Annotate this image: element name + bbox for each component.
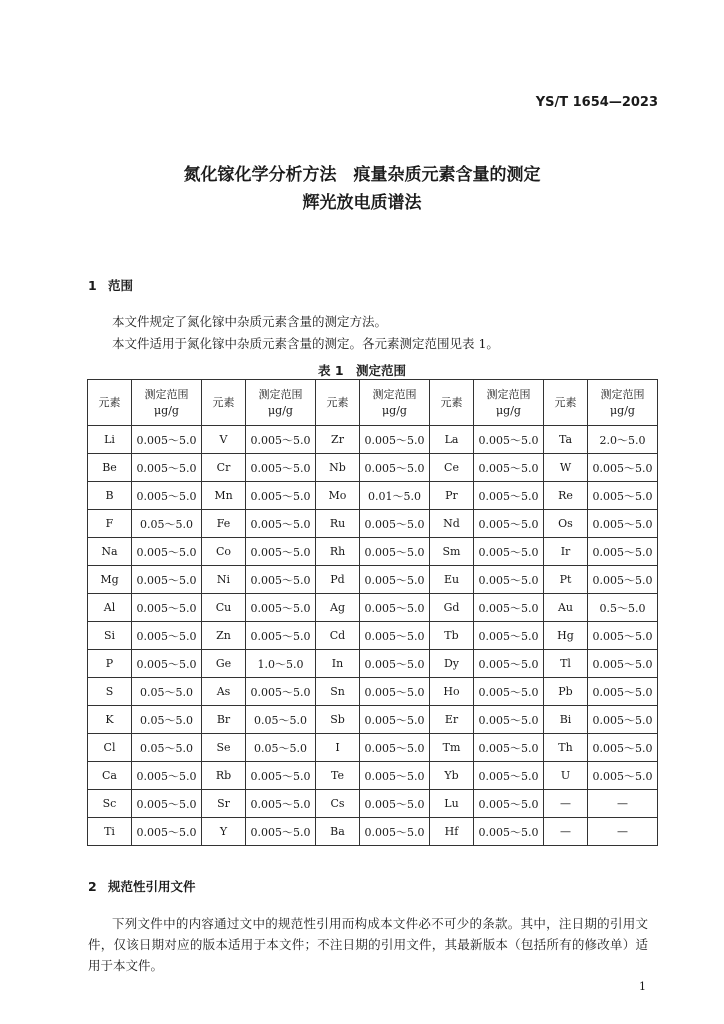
- header-range: [246, 380, 316, 426]
- header-range-unit: μg/g: [610, 403, 635, 417]
- element-cell: Rb: [202, 762, 246, 790]
- element-cell: —: [544, 790, 588, 818]
- element-cell: Pd: [316, 566, 360, 594]
- section2-number: 2: [88, 879, 97, 894]
- element-cell: B: [88, 482, 132, 510]
- range-cell: 0.005～5.0: [360, 790, 430, 818]
- range-cell: 0.005～5.0: [132, 650, 202, 678]
- element-cell: F: [88, 510, 132, 538]
- table-body: [88, 426, 658, 846]
- element-cell: Tm: [430, 734, 474, 762]
- element-cell: Pb: [544, 678, 588, 706]
- element-cell: Sc: [88, 790, 132, 818]
- element-cell: Sn: [316, 678, 360, 706]
- range-cell: 0.005～5.0: [588, 566, 658, 594]
- table-row: [88, 678, 658, 706]
- range-cell: 0.005～5.0: [474, 538, 544, 566]
- section2-heading: [88, 877, 196, 895]
- header-range-label: 测定范围: [144, 387, 189, 401]
- range-cell: 0.005～5.0: [246, 762, 316, 790]
- section1-paragraph2: 本文件适用于氮化镓中杂质元素含量的测定。各元素测定范围见表 1。: [112, 336, 499, 351]
- range-cell: 0.005～5.0: [132, 538, 202, 566]
- range-cell: 0.01～5.0: [360, 482, 430, 510]
- table-row: [88, 790, 658, 818]
- header-range-unit: μg/g: [268, 403, 293, 417]
- header-range-unit: μg/g: [154, 403, 179, 417]
- header-range-label: 测定范围: [486, 387, 531, 401]
- table-row: [88, 594, 658, 622]
- range-cell: 0.005～5.0: [246, 594, 316, 622]
- range-cell: 0.005～5.0: [246, 454, 316, 482]
- element-cell: Te: [316, 762, 360, 790]
- range-cell: 0.005～5.0: [474, 678, 544, 706]
- range-cell: 0.005～5.0: [588, 510, 658, 538]
- range-cell: 0.005～5.0: [132, 594, 202, 622]
- range-cell: 0.005～5.0: [246, 566, 316, 594]
- element-cell: Cu: [202, 594, 246, 622]
- element-cell: Be: [88, 454, 132, 482]
- table1-caption: 表 1 测定范围: [317, 363, 407, 378]
- range-cell: 0.005～5.0: [132, 622, 202, 650]
- range-cell: 0.005～5.0: [132, 566, 202, 594]
- range-cell: 0.005～5.0: [474, 818, 544, 846]
- element-cell: Mn: [202, 482, 246, 510]
- table-row: [88, 762, 658, 790]
- standard-number: YS/T 1654—2023: [535, 95, 658, 110]
- element-cell: U: [544, 762, 588, 790]
- range-cell: 0.005～5.0: [360, 678, 430, 706]
- section1-paragraph1: 本文件规定了氮化镓中杂质元素含量的测定方法。: [112, 314, 388, 329]
- range-cell: 0.005～5.0: [474, 706, 544, 734]
- element-cell: Ru: [316, 510, 360, 538]
- range-cell: 0.005～5.0: [360, 622, 430, 650]
- table-row: [88, 706, 658, 734]
- range-cell: 0.005～5.0: [246, 622, 316, 650]
- header-range: [474, 380, 544, 426]
- range-cell: 0.005～5.0: [588, 734, 658, 762]
- range-cell: 0.005～5.0: [132, 426, 202, 454]
- range-cell: 0.005～5.0: [474, 482, 544, 510]
- element-cell: Ba: [316, 818, 360, 846]
- range-cell: 0.005～5.0: [246, 426, 316, 454]
- range-cell: 0.005～5.0: [588, 706, 658, 734]
- element-cell: V: [202, 426, 246, 454]
- header-range: [588, 380, 658, 426]
- range-cell: 1.0～5.0: [246, 650, 316, 678]
- document-title-line2: 辉光放电质谱法: [302, 193, 422, 213]
- range-cell: 0.005～5.0: [588, 762, 658, 790]
- element-cell: —: [544, 818, 588, 846]
- element-cell: Hf: [430, 818, 474, 846]
- element-cell: Ag: [316, 594, 360, 622]
- section2-title: 规范性引用文件: [108, 879, 196, 894]
- header-range-label: 测定范围: [600, 387, 645, 401]
- header-range-label: 测定范围: [258, 387, 303, 401]
- element-cell: Br: [202, 706, 246, 734]
- element-cell: Er: [430, 706, 474, 734]
- range-cell: 0.005～5.0: [474, 762, 544, 790]
- element-cell: Cr: [202, 454, 246, 482]
- range-cell: 0.005～5.0: [360, 734, 430, 762]
- range-cell: 0.05～5.0: [132, 678, 202, 706]
- range-cell: 0.005～5.0: [360, 538, 430, 566]
- element-cell: I: [316, 734, 360, 762]
- header-element: 元素: [316, 380, 360, 426]
- element-cell: Cl: [88, 734, 132, 762]
- element-cell: Tl: [544, 650, 588, 678]
- element-cell: Ho: [430, 678, 474, 706]
- header-range: [132, 380, 202, 426]
- range-cell: 0.005～5.0: [474, 454, 544, 482]
- table-row: [88, 650, 658, 678]
- element-cell: Y: [202, 818, 246, 846]
- range-cell: 2.0～5.0: [588, 426, 658, 454]
- header-element: 元素: [430, 380, 474, 426]
- element-cell: Ni: [202, 566, 246, 594]
- section1-title: 范围: [108, 278, 134, 293]
- range-cell: —: [588, 790, 658, 818]
- element-cell: P: [88, 650, 132, 678]
- range-cell: 0.005～5.0: [246, 790, 316, 818]
- range-cell: 0.005～5.0: [360, 426, 430, 454]
- element-cell: Li: [88, 426, 132, 454]
- table-row: [88, 482, 658, 510]
- header-range-label: 测定范围: [372, 387, 417, 401]
- element-cell: Re: [544, 482, 588, 510]
- element-cell: Sr: [202, 790, 246, 818]
- range-cell: 0.005～5.0: [360, 454, 430, 482]
- document-title-line1: 氮化镓化学分析方法 痕量杂质元素含量的测定: [183, 165, 541, 185]
- range-cell: 0.005～5.0: [132, 790, 202, 818]
- header-element: 元素: [544, 380, 588, 426]
- table-row: [88, 426, 658, 454]
- element-cell: In: [316, 650, 360, 678]
- element-cell: Tb: [430, 622, 474, 650]
- element-cell: Ir: [544, 538, 588, 566]
- element-cell: Mg: [88, 566, 132, 594]
- element-cell: Fe: [202, 510, 246, 538]
- element-cell: Th: [544, 734, 588, 762]
- range-cell: 0.005～5.0: [132, 482, 202, 510]
- measurement-range-table: [87, 379, 658, 846]
- element-cell: Cs: [316, 790, 360, 818]
- range-cell: 0.05～5.0: [132, 734, 202, 762]
- element-cell: Se: [202, 734, 246, 762]
- header-range: [360, 380, 430, 426]
- element-cell: Nd: [430, 510, 474, 538]
- range-cell: 0.005～5.0: [474, 426, 544, 454]
- element-cell: Bi: [544, 706, 588, 734]
- element-cell: S: [88, 678, 132, 706]
- range-cell: 0.005～5.0: [246, 482, 316, 510]
- range-cell: 0.005～5.0: [360, 566, 430, 594]
- header-element: 元素: [202, 380, 246, 426]
- range-cell: 0.005～5.0: [360, 762, 430, 790]
- range-cell: 0.005～5.0: [360, 594, 430, 622]
- element-cell: Ti: [88, 818, 132, 846]
- range-cell: 0.05～5.0: [246, 706, 316, 734]
- element-cell: Sb: [316, 706, 360, 734]
- table-header-row: [88, 380, 658, 426]
- element-cell: La: [430, 426, 474, 454]
- range-cell: 0.05～5.0: [132, 510, 202, 538]
- range-cell: 0.005～5.0: [474, 594, 544, 622]
- range-cell: 0.005～5.0: [246, 818, 316, 846]
- element-cell: Zn: [202, 622, 246, 650]
- element-cell: Pr: [430, 482, 474, 510]
- element-cell: Yb: [430, 762, 474, 790]
- range-cell: 0.005～5.0: [474, 622, 544, 650]
- section1-heading: [88, 276, 133, 294]
- range-cell: 0.005～5.0: [474, 566, 544, 594]
- header-range-unit: μg/g: [382, 403, 407, 417]
- range-cell: 0.005～5.0: [474, 734, 544, 762]
- element-cell: Na: [88, 538, 132, 566]
- element-cell: As: [202, 678, 246, 706]
- element-cell: Sm: [430, 538, 474, 566]
- range-cell: 0.005～5.0: [360, 510, 430, 538]
- element-cell: Cd: [316, 622, 360, 650]
- range-cell: 0.005～5.0: [246, 678, 316, 706]
- range-cell: 0.005～5.0: [474, 650, 544, 678]
- table-row: [88, 538, 658, 566]
- range-cell: 0.005～5.0: [474, 510, 544, 538]
- range-cell: 0.005～5.0: [246, 538, 316, 566]
- element-cell: Dy: [430, 650, 474, 678]
- range-cell: 0.005～5.0: [132, 818, 202, 846]
- range-cell: 0.005～5.0: [360, 818, 430, 846]
- range-cell: 0.005～5.0: [588, 678, 658, 706]
- table-row: [88, 818, 658, 846]
- range-cell: 0.005～5.0: [588, 650, 658, 678]
- range-cell: 0.005～5.0: [246, 510, 316, 538]
- element-cell: Ta: [544, 426, 588, 454]
- range-cell: 0.05～5.0: [246, 734, 316, 762]
- element-cell: Ca: [88, 762, 132, 790]
- header-element: 元素: [88, 380, 132, 426]
- element-cell: Co: [202, 538, 246, 566]
- header-range-unit: μg/g: [496, 403, 521, 417]
- range-cell: 0.005～5.0: [588, 454, 658, 482]
- element-cell: Lu: [430, 790, 474, 818]
- range-cell: 0.005～5.0: [132, 454, 202, 482]
- element-cell: Si: [88, 622, 132, 650]
- range-cell: 0.005～5.0: [474, 790, 544, 818]
- element-cell: Ge: [202, 650, 246, 678]
- range-cell: 0.05～5.0: [132, 706, 202, 734]
- table-row: [88, 622, 658, 650]
- element-cell: Pt: [544, 566, 588, 594]
- element-cell: Zr: [316, 426, 360, 454]
- element-cell: Al: [88, 594, 132, 622]
- range-cell: 0.005～5.0: [588, 482, 658, 510]
- table-row: [88, 734, 658, 762]
- range-cell: 0.5～5.0: [588, 594, 658, 622]
- range-cell: 0.005～5.0: [132, 762, 202, 790]
- element-cell: Os: [544, 510, 588, 538]
- element-cell: Rh: [316, 538, 360, 566]
- element-cell: Hg: [544, 622, 588, 650]
- range-cell: 0.005～5.0: [588, 538, 658, 566]
- element-cell: W: [544, 454, 588, 482]
- range-cell: 0.005～5.0: [360, 706, 430, 734]
- element-cell: Mo: [316, 482, 360, 510]
- table-row: [88, 566, 658, 594]
- section2-paragraph: 下列文件中的内容通过文中的规范性引用而构成本文件必不可少的条款。其中，注日期的引用文件，仅该日期对应的版本适用于本文件；不注日期的引用文件，其最新版本（包括所有的修改单）适用于本文件。: [88, 916, 648, 973]
- section1-number: 1: [88, 278, 97, 293]
- table-row: [88, 510, 658, 538]
- range-cell: 0.005～5.0: [360, 650, 430, 678]
- page-number: 1: [639, 980, 646, 993]
- element-cell: K: [88, 706, 132, 734]
- element-cell: Nb: [316, 454, 360, 482]
- element-cell: Gd: [430, 594, 474, 622]
- range-cell: 0.005～5.0: [588, 622, 658, 650]
- element-cell: Ce: [430, 454, 474, 482]
- table-row: [88, 454, 658, 482]
- range-cell: —: [588, 818, 658, 846]
- element-cell: Au: [544, 594, 588, 622]
- element-cell: Eu: [430, 566, 474, 594]
